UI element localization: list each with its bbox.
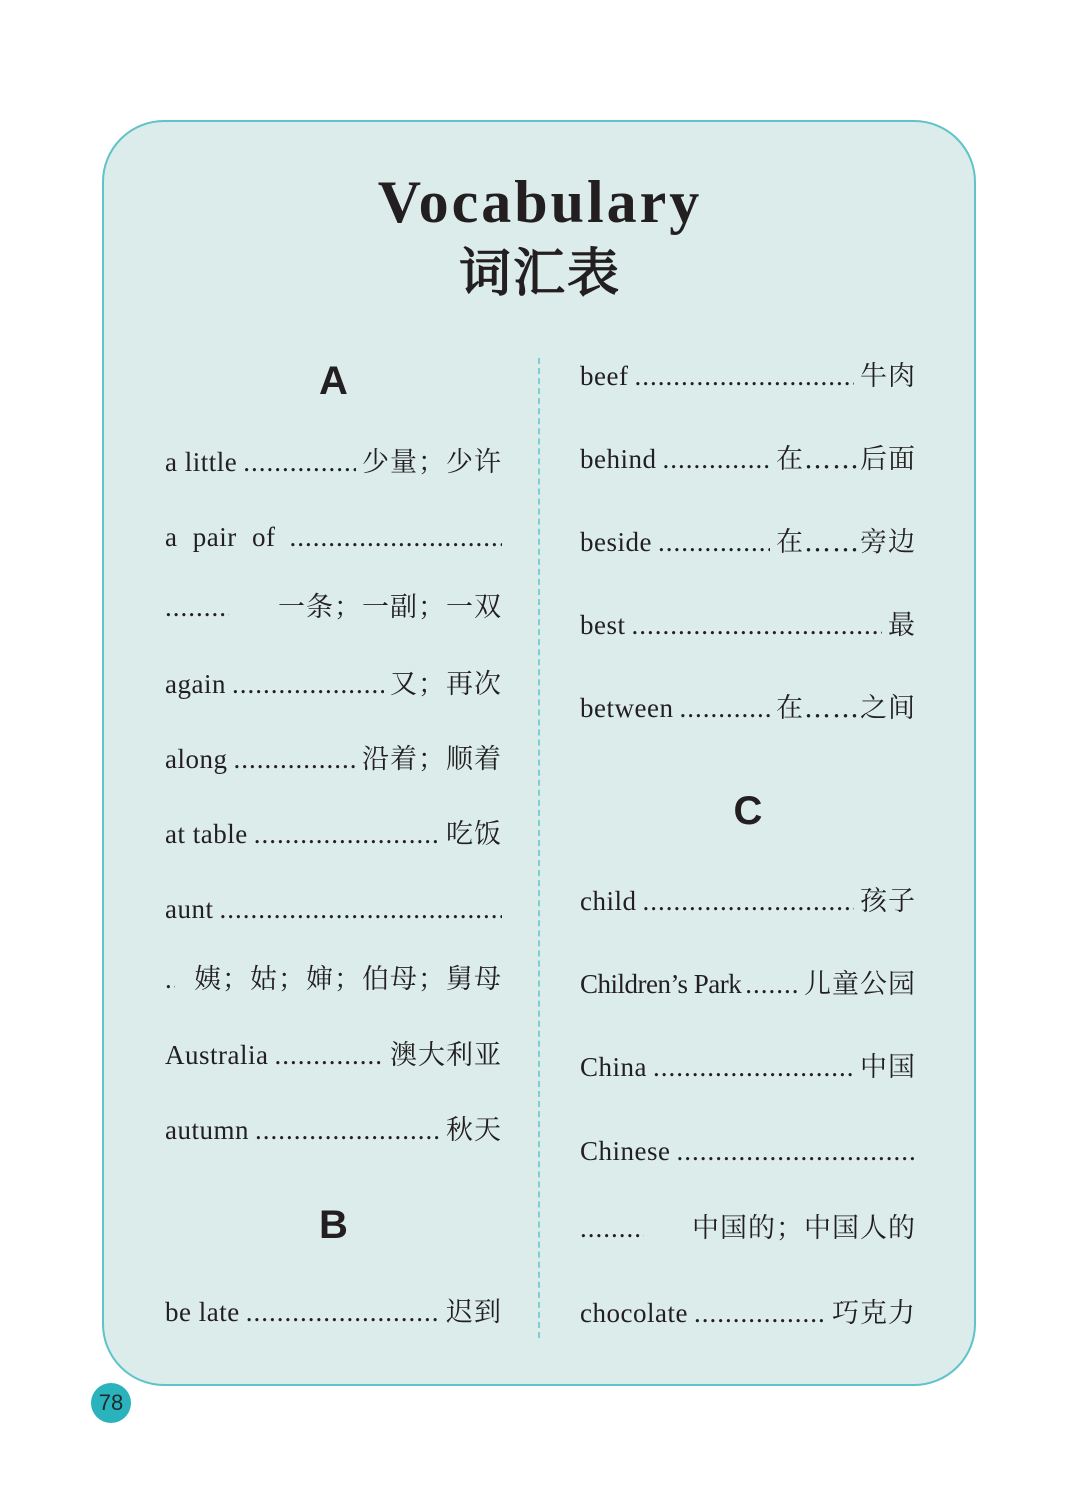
vocab-entry — [580, 605, 916, 645]
vocab-entry — [165, 442, 502, 482]
leader-dots — [643, 881, 855, 921]
leader-dots — [679, 688, 770, 728]
leader-dots — [694, 1293, 826, 1333]
vocab-word: a pair of — [165, 522, 276, 552]
column-divider — [538, 358, 540, 1338]
leader-dots — [663, 439, 771, 479]
vocab-word: along — [165, 744, 228, 774]
leader-dots — [677, 1131, 917, 1171]
page-number-badge: 78 — [91, 1383, 131, 1423]
vocab-word: aunt — [165, 894, 214, 924]
vocab-word: be late — [165, 1297, 240, 1327]
vocab-entry — [165, 739, 502, 779]
vocab-entry — [580, 881, 916, 921]
vocab-word: Australia — [165, 1040, 269, 1070]
vocab-meaning: 在……之间 — [776, 693, 916, 724]
vocab-word: child — [580, 886, 637, 916]
vocab-meaning: 一条；一副；一双 — [278, 592, 502, 623]
vocab-word: at table — [165, 819, 248, 849]
vocab-entry-continued — [580, 1208, 916, 1248]
leader-dots — [246, 1292, 440, 1332]
vocab-entry — [165, 1110, 502, 1150]
page-subtitle: 词汇表 — [458, 244, 621, 304]
vocab-word: chocolate — [580, 1298, 688, 1328]
vocab-meaning: 沿着；顺着 — [362, 744, 502, 775]
leader-dots — [254, 814, 440, 854]
vocab-entry — [580, 1047, 916, 1087]
vocab-entry — [580, 439, 916, 479]
leader-dots — [745, 964, 800, 1004]
vocab-entry — [165, 1292, 502, 1332]
vocab-meaning: 迟到 — [446, 1297, 502, 1328]
leader-dots — [653, 1047, 854, 1087]
vocab-word: best — [580, 610, 626, 640]
vocab-word: between — [580, 693, 674, 723]
vocab-meaning: 最 — [888, 610, 916, 641]
vocab-word: Children’s Park — [580, 969, 742, 999]
vocab-entry — [165, 517, 502, 557]
leader-dots — [632, 605, 883, 645]
vocab-entry — [165, 664, 502, 704]
vocab-entry — [580, 522, 916, 562]
leader-dots — [165, 959, 175, 999]
vocab-meaning: 澳大利亚 — [390, 1040, 502, 1071]
vocab-entry — [165, 1035, 502, 1075]
vocab-entry-continued — [165, 959, 502, 999]
leader-dots — [165, 587, 229, 627]
leader-dots — [634, 356, 854, 396]
vocab-word: Chinese — [580, 1136, 671, 1166]
page-title: Vocabulary — [377, 169, 703, 235]
leader-dots — [234, 739, 357, 779]
vocab-entry — [580, 964, 916, 1004]
vocab-meaning: 巧克力 — [832, 1298, 916, 1329]
vocab-word: a little — [165, 447, 238, 477]
section-heading-c: C — [733, 789, 763, 833]
leader-dots — [255, 1110, 440, 1150]
vocab-meaning: 孩子 — [860, 886, 916, 917]
vocab-word: beside — [580, 527, 652, 557]
vocab-meaning: 吃饭 — [446, 819, 502, 850]
vocab-meaning: 在……旁边 — [776, 527, 916, 558]
vocab-word: behind — [580, 444, 657, 474]
vocab-meaning: 儿童公园 — [804, 969, 916, 1000]
vocab-meaning: 牛肉 — [860, 361, 916, 392]
leader-dots — [232, 664, 384, 704]
vocab-meaning: 姨；姑；婶；伯母；舅母 — [194, 964, 502, 995]
vocab-entry — [580, 356, 916, 396]
section-heading-b: B — [319, 1203, 348, 1247]
vocab-meaning: 在……后面 — [776, 444, 916, 475]
vocab-word: beef — [580, 361, 629, 391]
leader-dots — [220, 889, 503, 929]
vocab-entry — [165, 814, 502, 854]
leader-dots — [274, 1035, 384, 1075]
vocab-entry — [580, 1131, 916, 1171]
vocab-meaning: 中国的；中国人的 — [692, 1213, 916, 1244]
vocab-meaning: 又；再次 — [390, 669, 502, 700]
vocab-entry — [580, 688, 916, 728]
section-heading-a: A — [319, 359, 348, 403]
vocab-word: autumn — [165, 1115, 249, 1145]
vocab-entry — [165, 889, 502, 929]
vocab-meaning: 少量；少许 — [362, 447, 502, 478]
vocab-word: again — [165, 669, 226, 699]
leader-dots — [580, 1208, 644, 1248]
vocab-entry — [580, 1293, 916, 1333]
leader-dots — [289, 517, 502, 557]
vocab-meaning: 秋天 — [446, 1115, 502, 1146]
leader-dots — [243, 442, 356, 482]
leader-dots — [658, 522, 770, 562]
vocab-entry-continued — [165, 587, 502, 627]
vocab-meaning: 中国 — [860, 1052, 916, 1083]
vocab-word: China — [580, 1052, 647, 1082]
